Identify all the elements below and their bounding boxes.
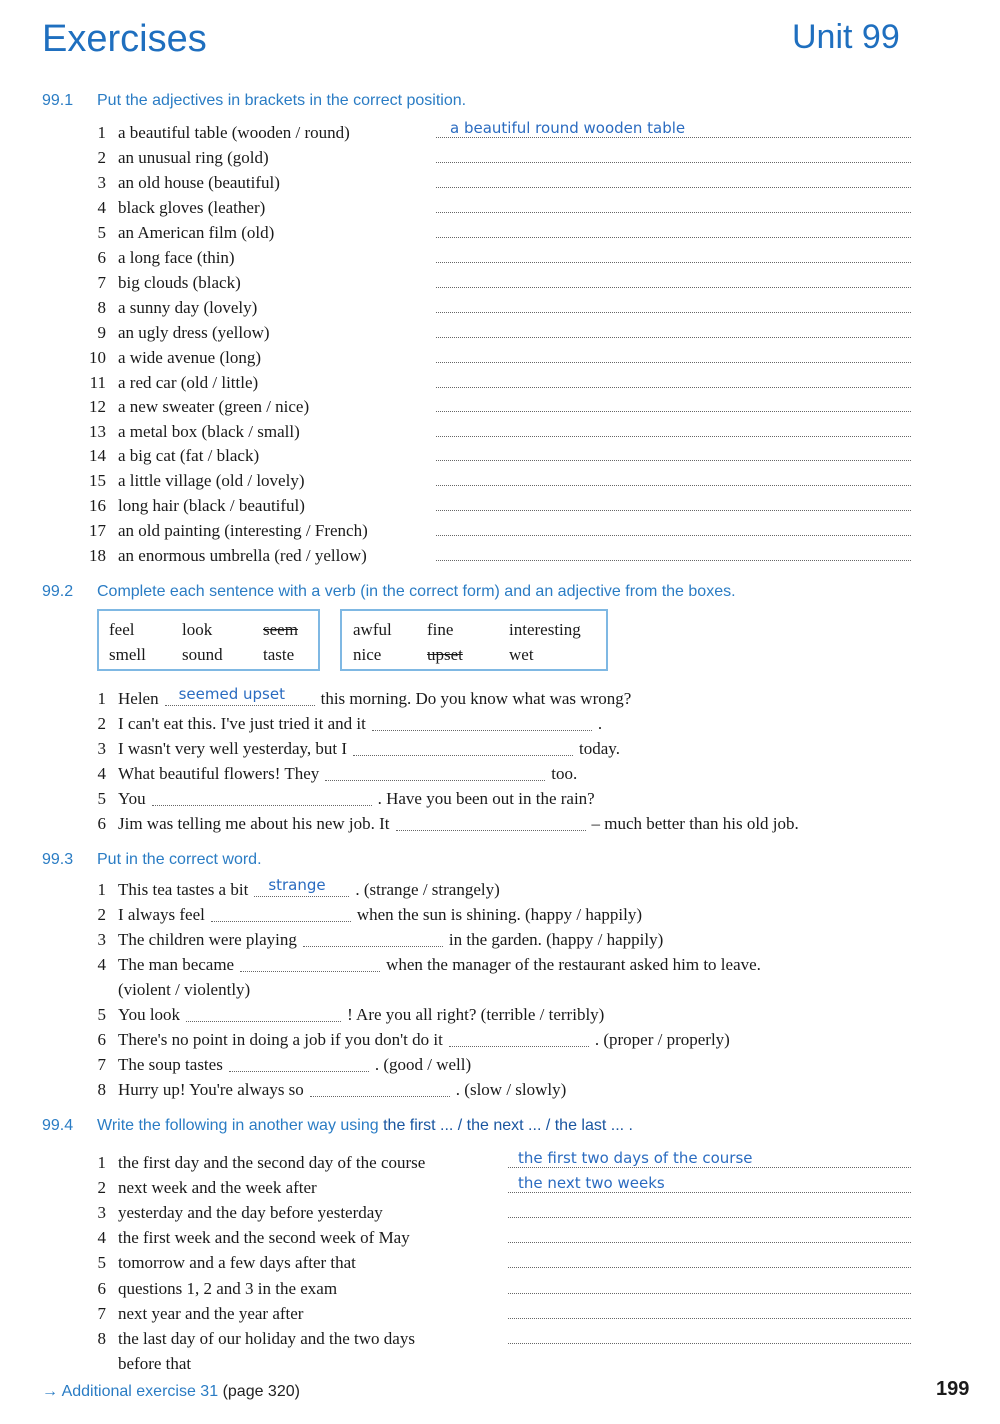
item-number: 7 [97,273,106,292]
item-number: 13 [89,422,106,441]
answer-blank[interactable] [436,518,911,536]
verb-word: smell [109,645,146,664]
adjective-word: wet [509,645,534,664]
item-number: 3 [97,739,106,758]
answer-blank[interactable] [436,245,911,263]
item-text: the last day of our holiday and the two days [118,1329,415,1348]
answer-blank[interactable] [436,394,911,412]
exercise-99-2-heading [42,583,736,601]
adjective-word: awful [353,620,392,639]
item-number: 6 [97,1030,106,1049]
item-number: 4 [97,1228,106,1247]
item-text: an old painting (interesting / French) [118,521,368,540]
answer-blank[interactable] [436,220,911,238]
adjective-word: nice [353,645,382,664]
sentence-end: . [597,714,603,733]
item-number: 5 [97,1005,106,1024]
item-number: 5 [97,1253,106,1272]
answer-blank[interactable] [325,763,545,781]
item-sentence [118,1052,471,1077]
section-instruction-bold: the first ... / the next ... / the last ... . [383,1117,633,1134]
item-number: 9 [97,323,106,342]
item-number: 1 [97,1153,106,1172]
item-text: yesterday and the day before yesterday [118,1203,383,1222]
sentence-end: . Have you been out in the rain? [377,789,595,808]
item-number: 2 [97,714,106,733]
item-number: 18 [89,546,106,565]
item-text: next week and the week after [118,1178,317,1197]
additional-exercise-link[interactable] [42,1383,300,1401]
item-number: 7 [97,1304,106,1323]
item-text: long hair (black / beautiful) [118,496,305,515]
sentence-end: when the manager of the restaurant asked him to leave. [386,955,761,974]
answer-blank[interactable] [211,904,351,922]
item-text: an unusual ring (gold) [118,148,269,167]
sentence-start: I always feel [118,905,205,924]
item-text: an enormous umbrella (red / yellow) [118,546,367,565]
item-sentence [118,1027,730,1052]
item-text: a long face (thin) [118,248,235,267]
sentence-start: I wasn't very well yesterday, but I [118,739,348,758]
section-instruction: Complete each sentence with a verb (in the correct form) and an adjective from the boxes. [97,583,736,600]
answer-blank[interactable] [436,443,911,461]
item-number: 8 [97,298,106,317]
arrow-icon: → [42,1383,58,1400]
answer-blank[interactable] [229,1054,369,1072]
item-number: 11 [89,373,106,392]
item-text: the first week and the second week of May [118,1228,410,1247]
sentence-end: . (strange / strangely) [355,880,500,899]
item-sentence [118,952,761,977]
verb-box [97,609,320,671]
sentence-start: I can't eat this. I've just tried it and it [118,714,366,733]
verb-word: look [182,620,213,639]
exercise-99-4-heading [42,1117,633,1135]
answer-blank[interactable] [353,738,573,756]
footer-label: Additional exercise 31 [61,1383,219,1400]
item-number: 2 [97,148,106,167]
item-number: 6 [97,248,106,267]
sentence-end: ! Are you all right? (terrible / terribly) [347,1005,605,1024]
sentence-start: The man became [118,955,235,974]
answer-blank[interactable] [152,788,372,806]
item-sentence [118,736,620,761]
item-text: a wide avenue (long) [118,348,262,367]
page-title: Exercises [42,18,207,60]
item-number: 6 [97,1279,106,1298]
answer-blank[interactable] [396,813,586,831]
section-instruction: Put in the correct word. [97,851,262,868]
item-options: (violent / violently) [118,980,251,999]
answer-blank[interactable] [436,320,911,338]
item-number: 2 [97,905,106,924]
answer-blank[interactable] [436,195,911,213]
handwritten-answer: seemed upset [178,685,285,703]
item-number: 3 [97,1203,106,1222]
exercise-99-1-heading [42,92,466,110]
answer-blank[interactable] [436,493,911,511]
verb-word: taste [263,645,295,664]
item-number: 10 [89,348,106,367]
item-text: a big cat (fat / black) [118,446,260,465]
item-text: an old house (beautiful) [118,173,280,192]
adjective-word: interesting [509,620,581,639]
unit-label: Unit 99 [792,18,900,56]
answer-blank[interactable] [372,713,592,731]
sentence-start: Hurry up! You're always so [118,1080,304,1099]
adjective-word-crossed: upset [427,645,463,664]
item-number: 3 [97,930,106,949]
answer-blank[interactable] [165,685,315,706]
handwritten-answer: a beautiful round wooden table [450,119,686,137]
sentence-start: Jim was telling me about his new job. It [118,814,390,833]
item-number: 1 [97,689,106,708]
item-number: 4 [97,764,106,783]
footer-page-ref: (page 320) [222,1383,300,1400]
sentence-start: What beautiful flowers! They [118,764,320,783]
sentence-end: . (slow / slowly) [455,1080,567,1099]
item-number: 12 [89,397,106,416]
section-number: 99.3 [42,851,74,868]
item-sentence [118,1002,604,1027]
answer-blank[interactable] [508,1276,911,1294]
answer-blank[interactable] [436,370,911,388]
item-text: a red car (old / little) [118,373,259,392]
section-number: 99.4 [42,1117,74,1134]
adjective-word: fine [427,620,454,639]
answer-blank[interactable] [310,1079,450,1097]
answer-blank[interactable] [186,1004,341,1022]
exercise-99-3-heading [42,851,262,869]
item-number: 17 [89,521,106,540]
item-number: 6 [97,814,106,833]
item-text: black gloves (leather) [118,198,266,217]
item-sentence [118,686,631,711]
item-text: an American film (old) [118,223,275,242]
item-text: a metal box (black / small) [118,422,300,441]
item-text: tomorrow and a few days after that [118,1253,356,1272]
sentence-start: You look [118,1005,181,1024]
item-number: 5 [97,223,106,242]
verb-word: feel [109,620,135,639]
answer-blank[interactable] [254,876,349,897]
answer-blank[interactable] [508,1225,911,1243]
sentence-end: . (good / well) [374,1055,472,1074]
item-number: 16 [89,496,106,515]
item-text: a beautiful table (wooden / round) [118,123,350,142]
sentence-start: The children were playing [118,930,297,949]
verb-word-crossed: seem [263,620,298,639]
handwritten-answer: strange [268,876,326,894]
item-number: 1 [97,880,106,899]
sentence-end: too. [551,764,578,783]
answer-blank[interactable] [449,1029,589,1047]
sentence-start: This tea tastes a bit [118,880,249,899]
item-sentence [118,927,663,952]
item-text: a little village (old / lovely) [118,471,305,490]
item-number: 4 [97,198,106,217]
item-text: next year and the year after [118,1304,304,1323]
sentence-end: today. [579,739,620,758]
item-text: big clouds (black) [118,273,241,292]
item-sentence [118,786,595,811]
item-sentence [118,902,642,927]
answer-blank[interactable] [436,145,911,163]
answer-blank[interactable] [508,1301,911,1319]
sentence-start: The soup tastes [118,1055,223,1074]
item-number: 7 [97,1055,106,1074]
answer-blank[interactable] [436,270,911,288]
adjective-box [340,609,608,671]
item-text: the first day and the second day of the course [118,1153,426,1172]
section-instruction: Put the adjectives in brackets in the correct position. [97,92,467,109]
item-text: before that [118,1354,192,1373]
answer-blank[interactable] [436,468,911,486]
item-number: 8 [97,1080,106,1099]
item-sentence [118,811,799,836]
answer-blank[interactable] [436,295,911,313]
item-text: a sunny day (lovely) [118,298,258,317]
section-number: 99.1 [42,92,74,109]
item-number: 1 [97,123,106,142]
item-number: 14 [89,446,106,465]
answer-blank[interactable] [436,345,911,363]
item-number: 15 [89,471,106,490]
item-sentence [118,711,602,736]
sentence-start: You [118,789,146,808]
item-sentence [118,761,577,786]
item-text: questions 1, 2 and 3 in the exam [118,1279,338,1298]
item-number: 8 [97,1329,106,1348]
sentence-end: – much better than his old job. [591,814,799,833]
answer-blank[interactable] [436,543,911,561]
answer-blank[interactable] [508,1200,911,1218]
item-number: 5 [97,789,106,808]
answer-blank[interactable] [240,954,380,972]
sentence-end: when the sun is shining. (happy / happily) [356,905,643,924]
item-text: a new sweater (green / nice) [118,397,310,416]
answer-blank[interactable] [508,1250,911,1268]
answer-blank[interactable] [303,929,443,947]
item-sentence [118,1077,566,1102]
item-number: 4 [97,955,106,974]
sentence-end: . (proper / properly) [594,1030,730,1049]
sentence-start: There's no point in doing a job if you don't do it [118,1030,443,1049]
answer-blank[interactable] [436,419,911,437]
handwritten-answer: the first two days of the course [518,1149,753,1167]
verb-word: sound [182,645,223,664]
item-sentence [118,877,500,902]
sentence-start: Helen [118,689,159,708]
sentence-end: in the garden. (happy / happily) [448,930,664,949]
answer-blank[interactable] [436,170,911,188]
item-text: an ugly dress (yellow) [118,323,270,342]
section-number: 99.2 [42,583,74,600]
page-number: 199 [936,1378,970,1400]
item-number: 3 [97,173,106,192]
item-number: 2 [97,1178,106,1197]
sentence-end: this morning. Do you know what was wrong? [320,689,632,708]
section-instruction: Write the following in another way using [97,1117,379,1134]
answer-blank[interactable] [508,1326,911,1344]
handwritten-answer: the next two weeks [518,1174,665,1192]
